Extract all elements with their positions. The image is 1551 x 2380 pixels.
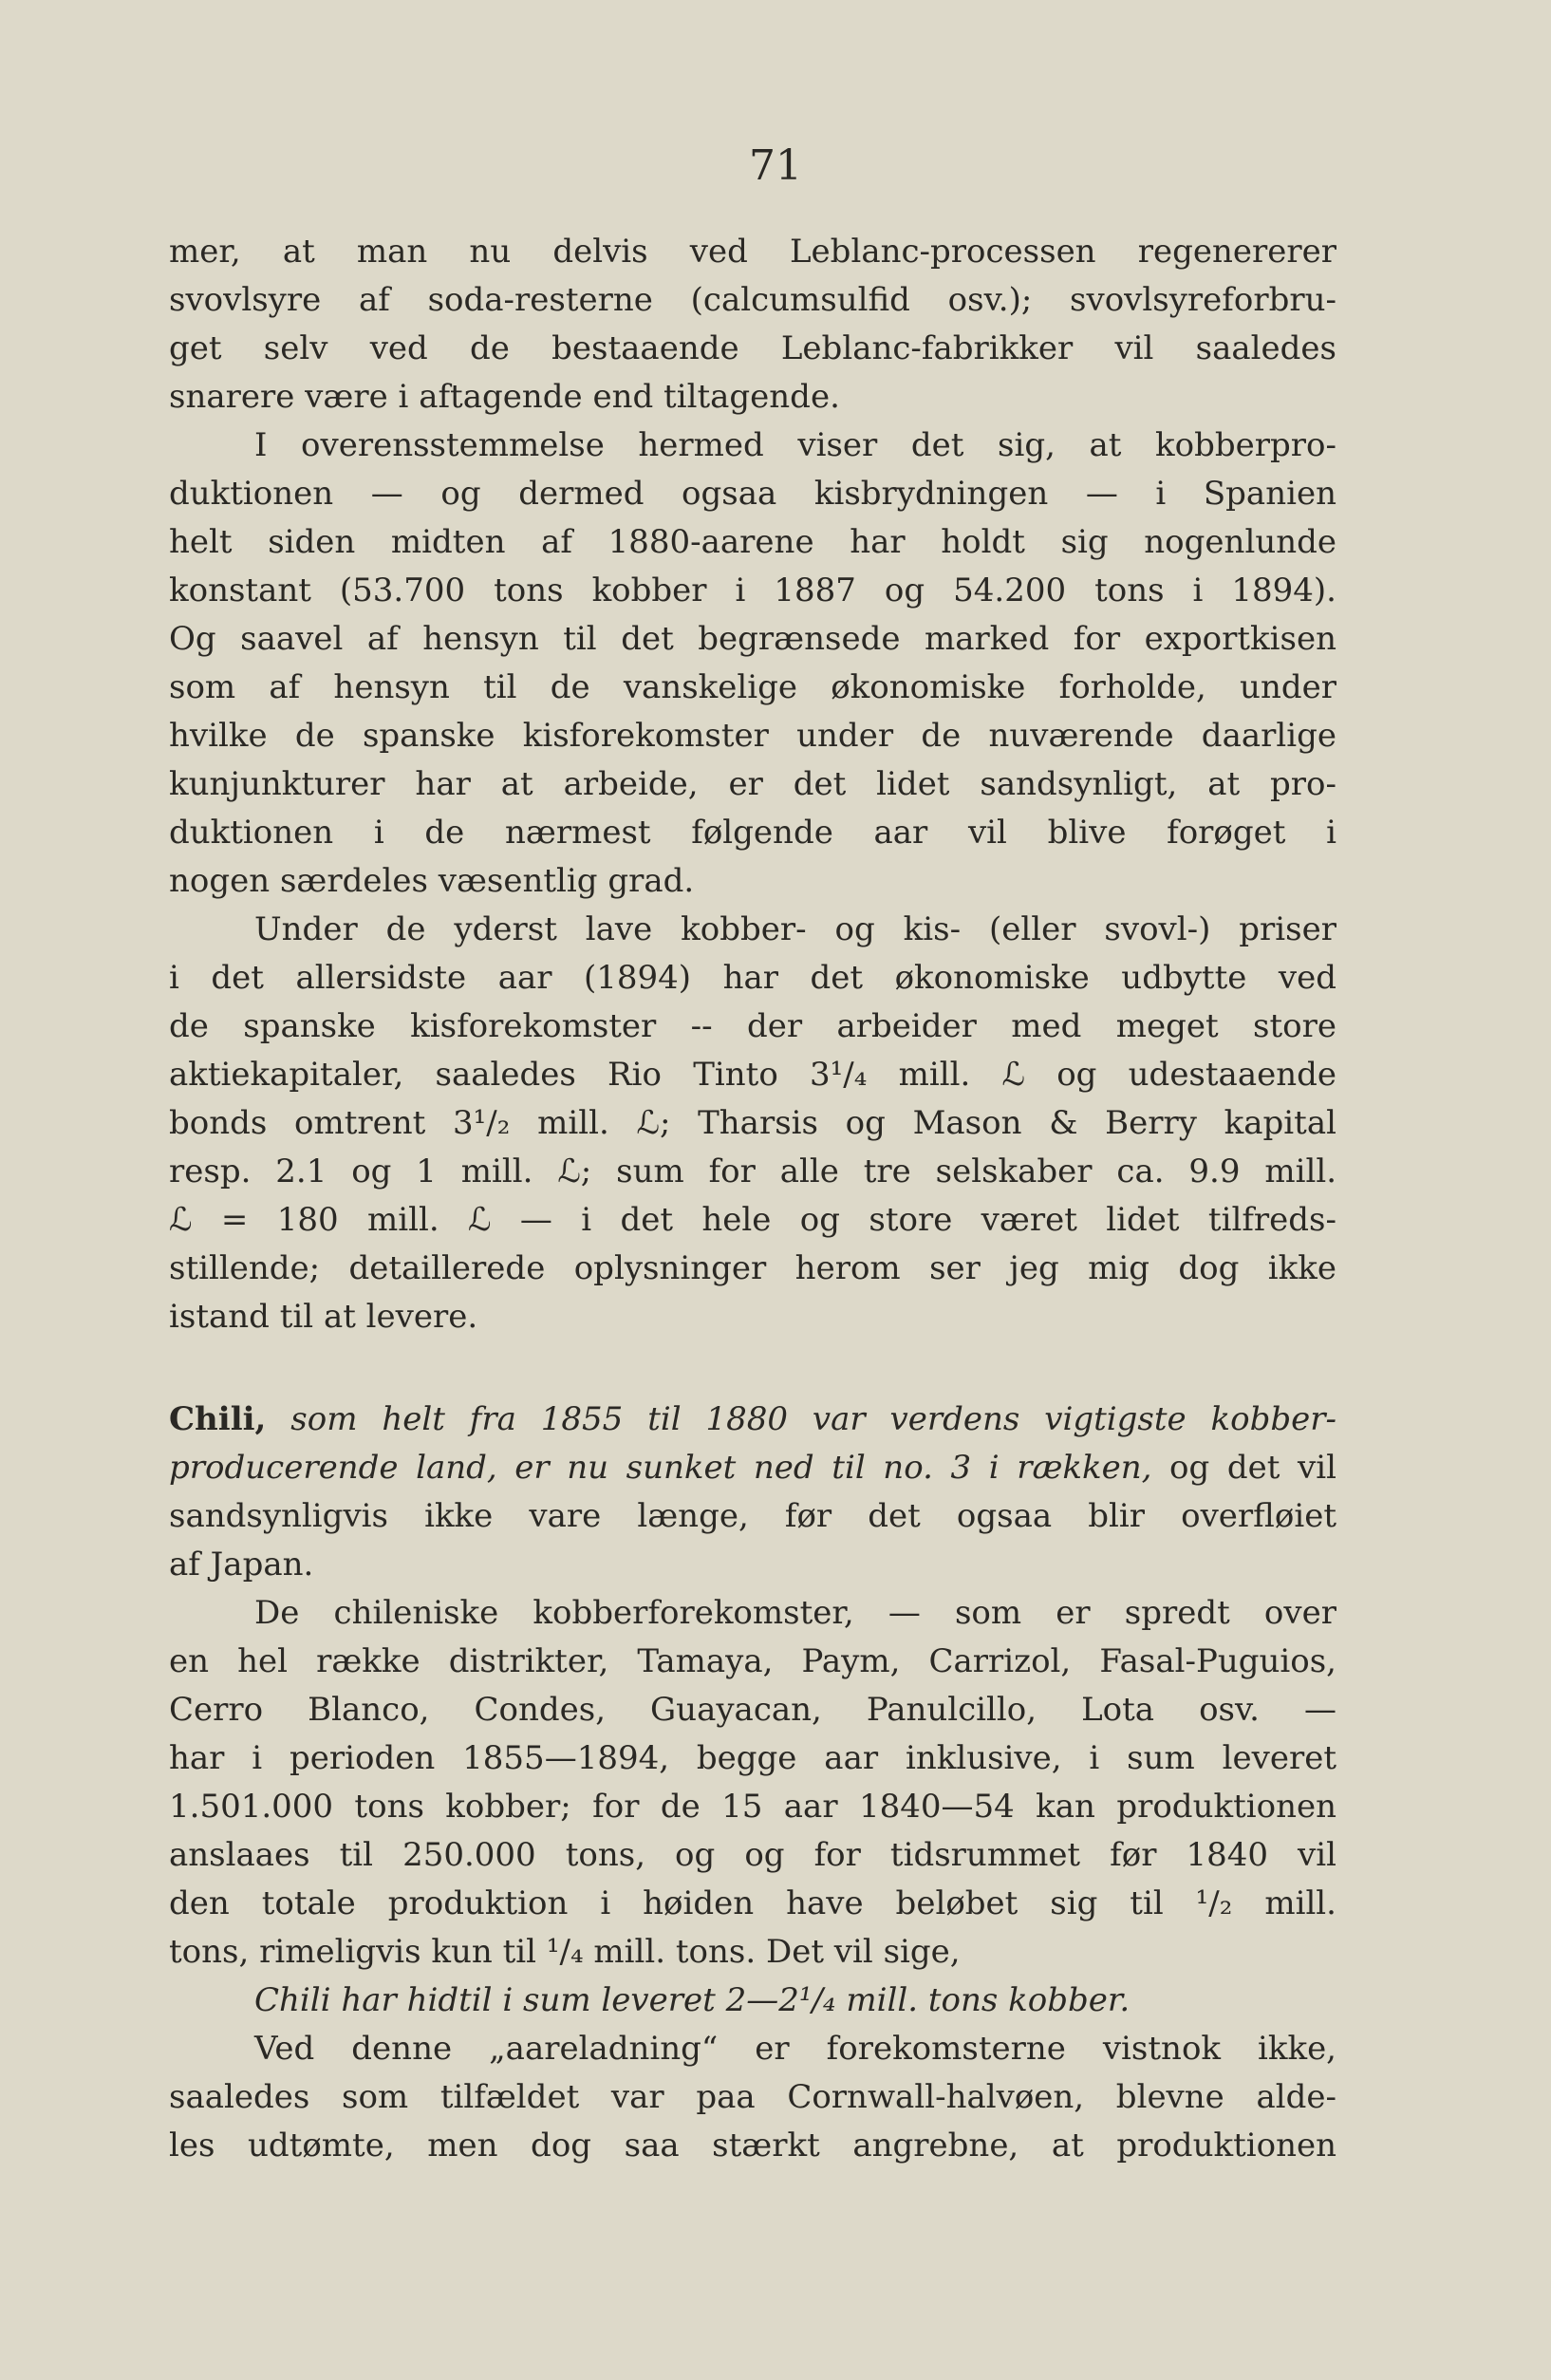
block2-line: tons, rimeligvis kun til ¹/₄ mill. tons. Det vil sige, <box>169 1933 961 1971</box>
block1-line: hvilke de spanske kisforekomster under de nuværende daarlige <box>169 717 1336 755</box>
text-block-aareladning <box>169 2025 1336 2170</box>
block3-line: saaledes som tilfældet var paa Cornwall-halvøen, blevne alde- <box>169 2078 1336 2116</box>
block1-line: bonds omtrent 3¹/₂ mill. ℒ; Tharsis og Mason & Berry kapital <box>169 1104 1336 1142</box>
block1-line: stillende; detaillerede oplysninger herom ser jeg mig dog ikke <box>169 1249 1336 1287</box>
chili-heading-italic-1: som helt fra 1855 til 1880 var verdens vigtigste kobber- <box>290 1400 1336 1438</box>
block1-line: resp. 2.1 og 1 mill. ℒ; sum for alle tre selskaber ca. 9.9 mill. <box>169 1153 1336 1190</box>
block2-line: en hel række distrikter, Tamaya, Paym, Carrizol, Fasal-Puguios, <box>169 1642 1336 1680</box>
text-block-summary <box>169 1977 1336 2025</box>
block1-line: Og saavel af hensyn til det begrænsede marked for exportkisen <box>169 620 1336 658</box>
chili-heading-line-2 <box>169 1444 1336 1492</box>
block1-line: som af hensyn til de vanskelige økonomiske forholde, under <box>169 668 1336 706</box>
chili-heading-normal-2: og det vil <box>1169 1449 1336 1487</box>
block1-line: Under de yderst lave kobber- og kis- (eller svovl-) priser <box>254 910 1336 948</box>
block2-line: har i perioden 1855—1894, begge aar inklusive, i sum leveret <box>169 1739 1336 1777</box>
block2-line: 1.501.000 tons kobber; for de 15 aar 1840—54 kan produktionen <box>169 1788 1336 1826</box>
block2-line: Cerro Blanco, Condes, Guayacan, Panulcillo, Lota osv. — <box>169 1691 1336 1729</box>
block2-line: af Japan. <box>169 1546 314 1584</box>
block1-line: kunjunkturer har at arbeide, er det lidet sandsynligt, at pro- <box>169 765 1336 803</box>
block1-line: nogen særdeles væsentlig grad. <box>169 862 695 900</box>
text-block-chili <box>169 1492 1336 1977</box>
text-block-spain <box>169 228 1336 1341</box>
block1-line: de spanske kisforekomster -- der arbeider med meget store <box>169 1007 1336 1045</box>
block3-line: Ved denne „aareladning“ er forekomsterne vistnok ikke, <box>254 2030 1336 2068</box>
block1-line: snarere være i aftagende end tiltagende. <box>169 378 840 416</box>
page-number: 71 <box>749 141 802 190</box>
summary-line: Chili har hidtil i sum leveret 2—2¹/₄ mill. tons kobber. <box>254 1981 1131 2019</box>
chili-heading-italic-2: producerende land, er nu sunket ned til no. 3 i rækken, <box>169 1449 1152 1487</box>
block2-line: sandsynligvis ikke vare længe, før det ogsaa blir overfløiet <box>169 1497 1336 1535</box>
block1-line: get selv ved de bestaaende Leblanc-fabrikker vil saaledes <box>169 329 1336 367</box>
block2-line: den totale produktion i høiden have beløbet sig til ¹/₂ mill. <box>169 1884 1336 1922</box>
text-block-chili-heading <box>169 1396 1336 1492</box>
block1-line: duktionen — og dermed ogsaa kisbrydningen — i Spanien <box>169 475 1336 513</box>
block1-line: helt siden midten af 1880-aarene har holdt sig nogenlunde <box>169 523 1336 561</box>
block1-line: konstant (53.700 tons kobber i 1887 og 54.200 tons i 1894). <box>169 572 1336 609</box>
block2-line: De chileniske kobberforekomster, — som er spredt over <box>254 1594 1336 1632</box>
block1-line: ℒ = 180 mill. ℒ — i det hele og store været lidet tilfreds- <box>169 1201 1336 1239</box>
block1-line: I overensstemmelse hermed viser det sig, at kobberpro- <box>254 426 1336 464</box>
block3-line: les udtømte, men dog saa stærkt angrebne, at produktionen <box>169 2127 1336 2164</box>
block1-line: duktionen i de nærmest følgende aar vil blive forøget i <box>169 814 1336 852</box>
block1-line: istand til at levere. <box>169 1298 478 1336</box>
chili-heading-bold: Chili, <box>169 1400 267 1438</box>
chili-heading-line-1 <box>169 1396 1336 1444</box>
block1-line: aktiekapitaler, saaledes Rio Tinto 3¹/₄ mill. ℒ og udestaaende <box>169 1056 1336 1094</box>
block2-line: anslaaes til 250.000 tons, og og for tidsrummet før 1840 vil <box>169 1836 1336 1874</box>
block1-line: i det allersidste aar (1894) har det økonomiske udbytte ved <box>169 959 1336 997</box>
block1-line: svovlsyre af soda-resterne (calcumsulfid osv.); svovlsyreforbru- <box>169 281 1336 319</box>
block1-line: mer, at man nu delvis ved Leblanc-processen regenererer <box>169 233 1336 271</box>
